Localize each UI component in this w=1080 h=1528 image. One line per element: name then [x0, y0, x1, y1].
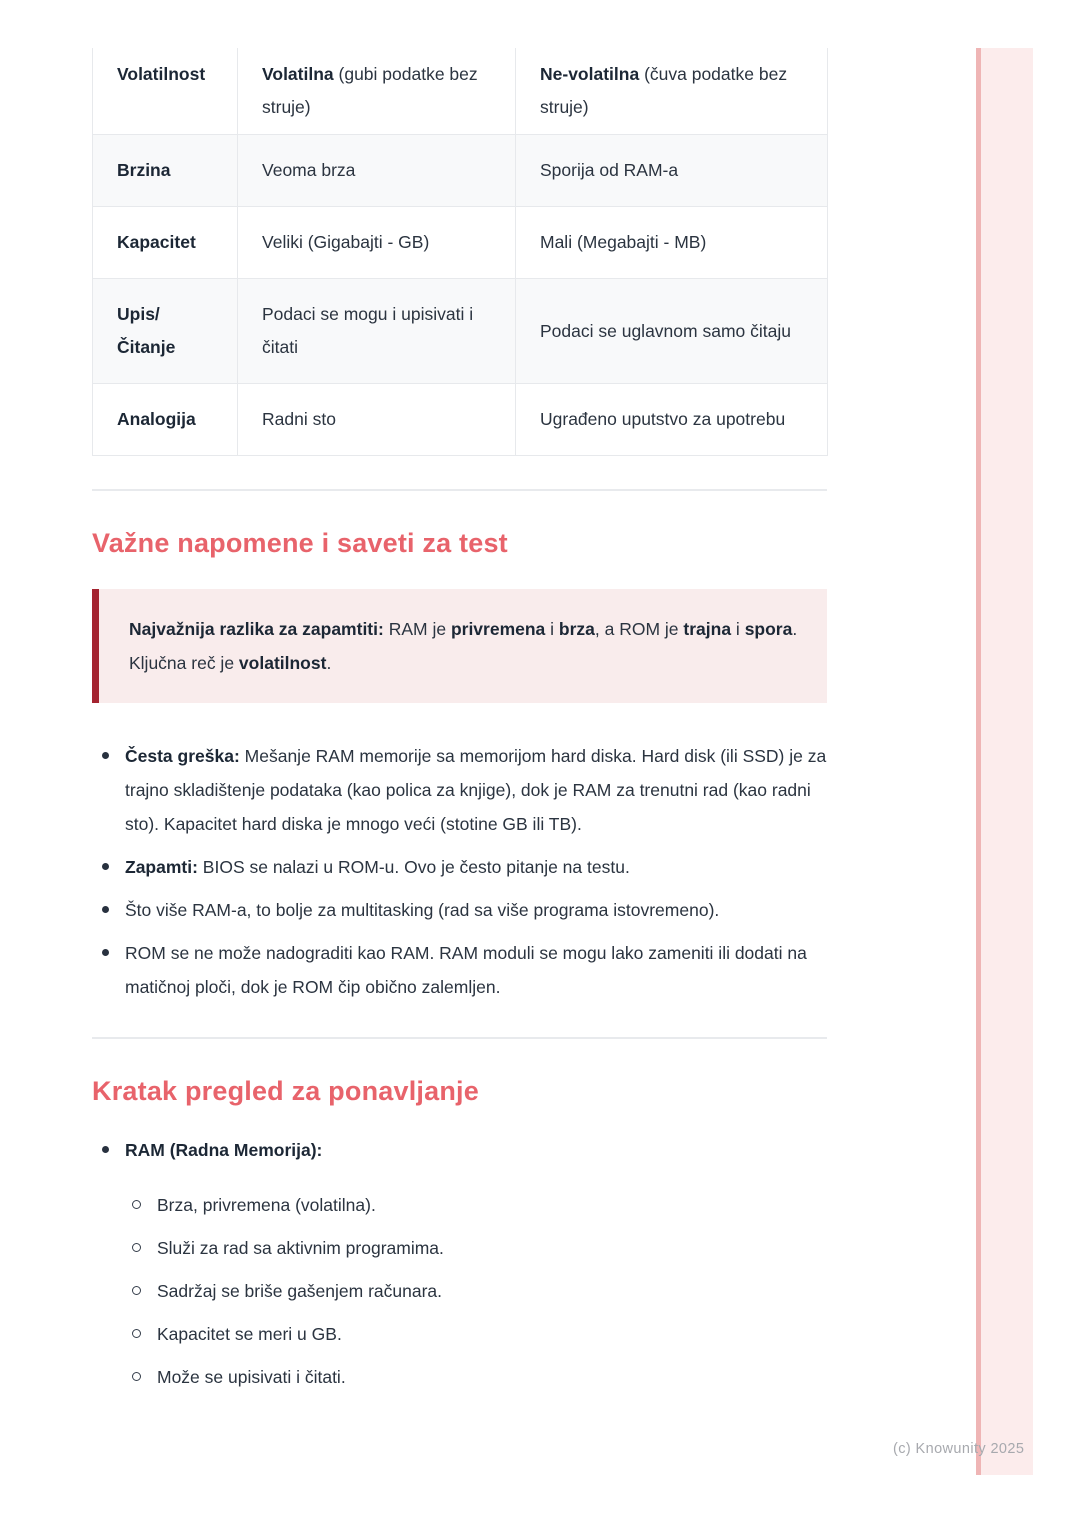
text-segment: Ugrađeno uputstvo za upotrebu — [540, 409, 786, 429]
table-cell-ram — [238, 279, 516, 384]
text-segment-bold: trajna — [683, 619, 732, 639]
text-segment-bold: Zapamti: — [125, 857, 198, 877]
table-row — [93, 279, 828, 384]
text-segment-bold: Ne-volatilna — [540, 64, 640, 84]
text-segment: (gubi podatke bez struje) — [262, 64, 478, 117]
text-segment-bold: volatilnost — [238, 653, 327, 673]
sub-list-item: Sadržaj se briše gašenjem računara. — [125, 1274, 827, 1308]
table-cell-rom — [516, 135, 828, 207]
text-segment: Radni sto — [262, 409, 336, 429]
content-column — [92, 0, 827, 1403]
text-segment: BIOS se nalazi u ROM-u. Ovo je često pitanje na testu. — [197, 857, 630, 877]
text-segment: Podaci se mogu i upisivati i čitati — [262, 304, 474, 357]
text-segment: (čuva podatke bez struje) — [540, 64, 788, 117]
list-item — [92, 739, 827, 841]
notes-list — [92, 739, 827, 1004]
list-item-title — [125, 1140, 322, 1160]
text-segment: . Ključna reč je — [129, 619, 798, 673]
text-segment-bold: Brzina — [117, 160, 171, 180]
text-segment: Veoma brza — [262, 160, 356, 180]
text-segment-bold: privremena — [450, 619, 546, 639]
review-list — [92, 1133, 827, 1394]
review-section-heading: Kratak pregled za ponavljanje — [92, 1076, 479, 1106]
text-segment-bold: RAM (Radna Memorija): — [125, 1140, 323, 1160]
text-segment: . — [326, 653, 332, 673]
text-segment-bold: Najvažnija razlika za zapamtiti: — [129, 619, 384, 639]
sub-list-item: Kapacitet se meri u GB. — [125, 1317, 827, 1351]
notes-section-heading: Važne napomene i saveti za test — [92, 528, 508, 558]
table-row — [93, 135, 828, 207]
table-cell-label — [93, 207, 238, 279]
table-cell-ram — [238, 48, 516, 135]
table-cell-label — [93, 48, 238, 135]
table-cell-rom — [516, 279, 828, 384]
text-segment: Mešanje RAM memorije sa memorijom hard diska. Hard disk (ili SSD) je za trajno skladištenje podataka (kao polica za knjige), dok je RAM za trenutni rad (kao radni sto). Kapacitet hard diska je mnogo veći (stotine GB ili TB). — [125, 746, 827, 834]
table-cell-rom — [516, 207, 828, 279]
text-segment-bold: Kapacitet — [117, 232, 196, 252]
list-item — [92, 850, 827, 884]
text-segment-bold: spora — [744, 619, 793, 639]
list-item — [92, 893, 827, 927]
watermark: (c) Knowunity 2025 — [893, 1441, 1025, 1457]
text-segment: RAM je — [383, 619, 451, 639]
table-cell-label — [93, 279, 238, 384]
table-row — [93, 207, 828, 279]
table-cell-rom — [516, 384, 828, 456]
sub-list-item: Služi za rad sa aktivnim programima. — [125, 1231, 827, 1265]
list-item — [92, 936, 827, 1004]
text-segment-bold: brza — [558, 619, 595, 639]
text-segment: ROM se ne može nadograditi kao RAM. RAM moduli se mogu lako zameniti ili dodati na matičnoj ploči, dok je ROM čip obično zalemljen. — [125, 943, 807, 997]
page-edge-stripe — [976, 48, 1033, 1475]
text-segment: i — [731, 619, 745, 639]
text-segment: Podaci se uglavnom samo čitaju — [540, 320, 791, 341]
table-cell-rom — [516, 48, 828, 135]
key-difference-callout — [92, 589, 827, 703]
table-cell-label — [93, 135, 238, 207]
sub-list-item: Brza, privremena (volatilna). — [125, 1188, 827, 1222]
sub-list-item: Može se upisivati i čitati. — [125, 1360, 827, 1394]
list-item — [92, 1133, 827, 1394]
text-segment: Veliki (Gigabajti - GB) — [262, 232, 430, 252]
table-cell-label — [93, 384, 238, 456]
table-cell-ram — [238, 207, 516, 279]
callout-text — [129, 612, 799, 680]
text-segment: i — [545, 619, 559, 639]
text-segment-bold: Volatilnost — [117, 64, 206, 84]
table-row — [93, 384, 828, 456]
text-segment-bold: Analogija — [117, 409, 196, 429]
text-segment: Sporija od RAM-a — [540, 160, 679, 180]
text-segment: , a ROM je — [594, 619, 684, 639]
text-segment: Mali (Megabajti - MB) — [540, 232, 707, 252]
text-segment: Što više RAM-a, to bolje za multitasking (rad sa više programa istovremeno). — [125, 900, 720, 920]
table-row — [93, 48, 828, 135]
review-sublist — [125, 1188, 827, 1394]
text-segment-bold: Česta greška: — [125, 746, 240, 766]
section-divider — [92, 1037, 827, 1039]
table-cell-ram — [238, 384, 516, 456]
text-segment-bold: Upis/Čitanje — [117, 304, 176, 357]
text-segment-bold: Volatilna — [262, 64, 334, 84]
comparison-table — [92, 48, 828, 456]
table-cell-ram — [238, 135, 516, 207]
section-divider — [92, 489, 827, 491]
